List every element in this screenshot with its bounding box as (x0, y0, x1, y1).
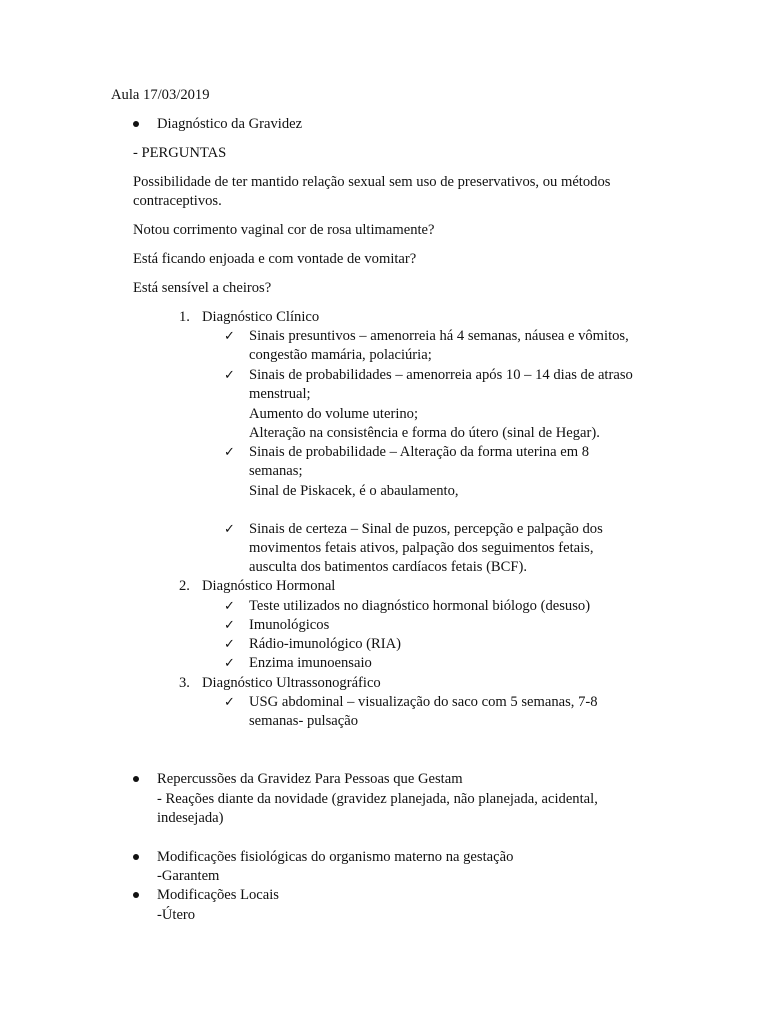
bullet-dot-icon (133, 854, 139, 860)
clinical-item-2-line-1: Sinais de probabilidades – amenorreia após 10 – 14 dias de atraso (249, 367, 633, 383)
checkmark-icon: ✓ (224, 637, 235, 652)
list-number-2: 2. (179, 578, 190, 594)
checkmark-icon: ✓ (224, 695, 235, 710)
ultrasound-item-1-line-1: USG abdominal – visualização do saco com 5 semanas, 7-8 (249, 694, 598, 710)
list-number-3: 3. (179, 675, 190, 691)
section-repercussoes-line-1: - Reações diante da novidade (gravidez planejada, não planejada, acidental, (157, 791, 598, 807)
clinical-item-1-line-2: congestão mamária, polaciúria; (249, 347, 432, 363)
clinical-item-4-line-1: Sinais de certeza – Sinal de puzos, percepção e palpação dos (249, 521, 603, 537)
question-2: Notou corrimento vaginal cor de rosa ultimamente? (133, 222, 435, 238)
clinical-item-3-line-1: Sinais de probabilidade – Alteração da forma uterina em 8 (249, 444, 589, 460)
clinical-title: Diagnóstico Clínico (202, 309, 320, 325)
section-modificacoes-locais-title: Modificações Locais (157, 887, 279, 903)
ultrasound-item-1-line-2: semanas- pulsação (249, 713, 359, 729)
question-4: Está sensível a cheiros? (133, 280, 272, 296)
checkmark-icon: ✓ (224, 656, 235, 671)
hormonal-title: Diagnóstico Hormonal (202, 578, 336, 594)
checkmark-icon: ✓ (224, 522, 235, 537)
date-line: Aula 17/03/2019 (111, 87, 210, 103)
question-3: Está ficando enjoada e com vontade de vomitar? (133, 251, 417, 267)
clinical-item-3-line-3: Sinal de Piskacek, é o abaulamento, (249, 483, 459, 499)
section-modificacoes-fisiologicas-title: Modificações fisiológicas do organismo materno na gestação (157, 849, 514, 865)
checkmark-icon: ✓ (224, 445, 235, 460)
clinical-item-4-line-3: ausculta dos batimentos cardíacos fetais (BCF). (249, 559, 528, 575)
checkmark-icon: ✓ (224, 329, 235, 344)
checkmark-icon: ✓ (224, 368, 235, 383)
questions-heading: - PERGUNTAS (133, 145, 227, 161)
section-modificacoes-fisiologicas-sub: -Garantem (157, 868, 220, 884)
clinical-item-2-line-2: menstrual; (249, 386, 311, 402)
hormonal-item-1: Teste utilizados no diagnóstico hormonal biólogo (desuso) (249, 598, 591, 614)
section-repercussoes-title: Repercussões da Gravidez Para Pessoas que Gestam (157, 771, 463, 787)
checkmark-icon: ✓ (224, 599, 235, 614)
section-repercussoes-line-2: indesejada) (157, 810, 224, 826)
list-number-1: 1. (179, 309, 190, 325)
question-1-line-2: contraceptivos. (133, 193, 222, 209)
clinical-item-4-line-2: movimentos fetais ativos, palpação dos seguimentos fetais, (249, 540, 594, 556)
clinical-item-1-line-1: Sinais presuntivos – amenorreia há 4 semanas, náusea e vômitos, (249, 328, 629, 344)
section-diagnostico-gravidez-title: Diagnóstico da Gravidez (157, 116, 303, 132)
ultrasound-title: Diagnóstico Ultrassonográfico (202, 675, 381, 691)
section-modificacoes-locais-sub: -Útero (157, 907, 196, 923)
hormonal-item-4: Enzima imunoensaio (249, 655, 372, 671)
clinical-item-3-line-2: semanas; (249, 463, 303, 479)
question-1-line-1: Possibilidade de ter mantido relação sexual sem uso de preservativos, ou métodos (133, 174, 611, 190)
bullet-dot-icon (133, 892, 139, 898)
bullet-dot-icon (133, 121, 139, 127)
hormonal-item-2: Imunológicos (249, 617, 330, 633)
checkmark-icon: ✓ (224, 618, 235, 633)
bullet-dot-icon (133, 776, 139, 782)
clinical-item-2-line-3: Aumento do volume uterino; (249, 406, 419, 422)
hormonal-item-3: Rádio-imunológico (RIA) (249, 636, 401, 652)
clinical-item-2-line-4: Alteração na consistência e forma do útero (sinal de Hegar). (249, 425, 600, 441)
